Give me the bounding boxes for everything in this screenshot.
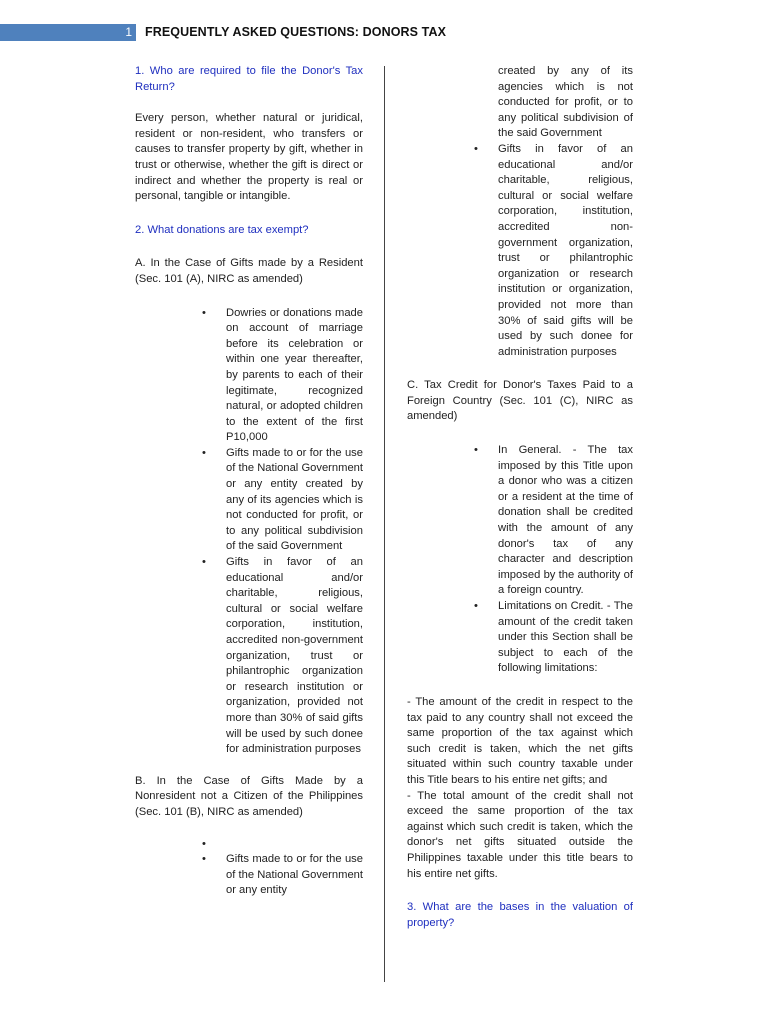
bullet-icon: • [202, 446, 206, 459]
list-item: • Gifts made to or for the use of the National Government or any entity [202, 853, 363, 897]
section-c-heading: C. Tax Credit for Donor's Taxes Paid to a Foreign Country (Sec. 101 (C), NIRC as amended) [407, 379, 633, 423]
question-1: 1. Who are required to file the Donor's Tax Return? [135, 65, 363, 93]
bullet-icon: • [474, 444, 478, 457]
question-2: 2. What donations are tax exempt? [135, 223, 309, 236]
list-item: • Gifts in favor of an educational and/or charitable, religious, cultural or social welfare corporation, institution, accredited non-government organization, trust or philantrophic organization or research institution or organization, provided not more than 30% of said gifts will be used by such donee for administration purposes [202, 556, 363, 756]
page-number: 1 [125, 25, 132, 39]
section-b-heading: B. In the Case of Gifts Made by a Nonresident not a Citizen of the Philippines (Sec. 101 (B), NIRC as amended) [135, 774, 363, 818]
limitation-1: - The amount of the credit in respect to the tax paid to any country shall not exceed the same proportion of the tax against which such credit is taken, which the net gifts situated within such country taxable under this Title bears to his entire net gifts; and [407, 695, 633, 786]
bullet-icon: • [474, 600, 478, 612]
continued-list [474, 142, 633, 360]
continued-text: created by any of its agencies which is not conducted for profit, or to any political subdivision of the said Government [498, 65, 633, 140]
list-item: • Limitations on Credit. - The amount of the credit taken under this Section shall be subject to each of the following limitations: [474, 600, 633, 675]
bullet-icon: • [474, 142, 478, 155]
limitation-2: - The total amount of the credit shall not exceed the same proportion of the tax against which such credit is taken, which the donor's net gifts situated outside the Philippines taxable under this title bears to his entire net gifts. [407, 789, 633, 880]
question-3: 3. What are the bases in the valuation of property? [407, 901, 633, 929]
list-item: • Dowries or donations made on account of marriage before its celebration or within one year thereafter, by parents to each of their legitimate, recognized natural, or adopted children to the extent of the first P10,000 [202, 306, 363, 444]
bullet-icon: • [202, 853, 206, 866]
section-a-list [202, 306, 363, 758]
bullet-icon: • [202, 306, 206, 319]
bullet-icon: • [202, 556, 206, 569]
list-item: • In General. - The tax imposed by this Title upon a donor who was a citizen or a resident at the time of donation shall be credited with the amount of any donor's tax of any character and description imposed by the authority of a foreign country. [474, 444, 633, 597]
section-c-list [474, 443, 633, 677]
page-title: FREQUENTLY ASKED QUESTIONS: DONORS TAX [145, 25, 447, 39]
right-column [407, 64, 633, 931]
list-item [202, 837, 363, 853]
answer-1: Every person, whether natural or juridical, resident or non-resident, who transfers or causes to transfer property by gift, whether in trust or otherwise, whether the gift is direct or indirect and whether the property is real or personal, tangible or intangible. [135, 112, 363, 203]
left-column [135, 64, 363, 899]
section-b-list [202, 837, 363, 899]
list-item: • Gifts in favor of an educational and/or charitable, religious, cultural or social welfare corporation, institution, accredited non-government organization, trust or philantrophic organization or research institution or organization, provided not more than 30% of said gifts will be used by such donee for administration purposes [474, 142, 633, 358]
list-item: • Gifts made to or for the use of the National Government or any entity created by any of its agencies which is not conducted for profit, or to any political subdivision of the said Government [202, 446, 363, 553]
header-accent-bar [0, 24, 136, 41]
column-divider [384, 66, 385, 982]
section-a-heading: A. In the Case of Gifts made by a Resident (Sec. 101 (A), NIRC as amended) [135, 257, 363, 285]
bullet-icon: • [202, 837, 206, 850]
